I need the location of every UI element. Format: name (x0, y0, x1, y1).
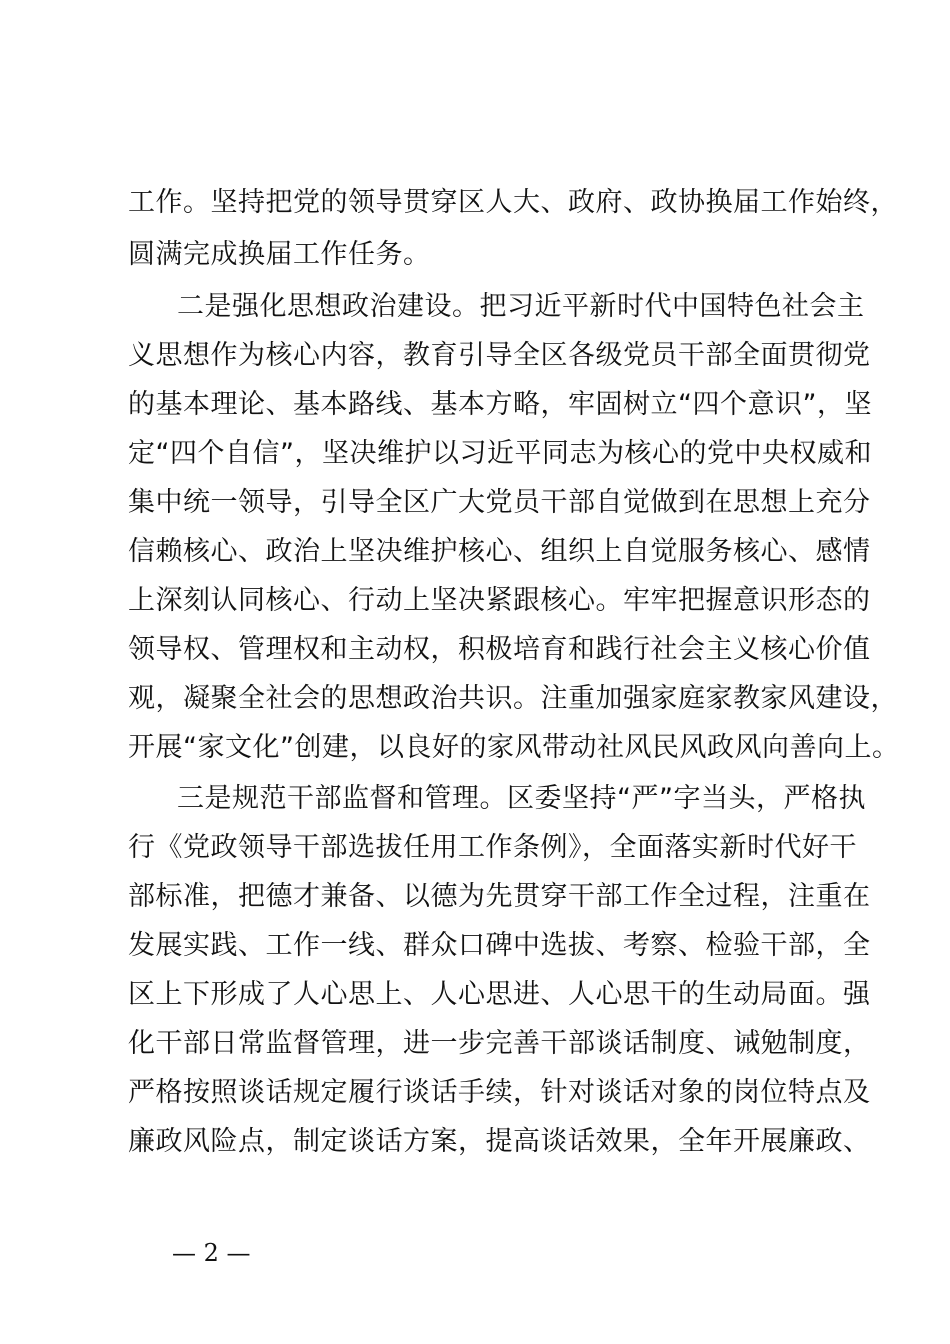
paragraph-line: 圆满完成换届工作任务。 (128, 239, 431, 270)
paragraph-line: 严格按照谈话规定履行谈话手续，针对谈话对象的岗位特点及 (128, 1077, 871, 1108)
paragraph-line: 化干部日常监督管理，进一步完善干部谈话制度、诫勉制度， (128, 1028, 871, 1059)
paragraph-line: 三是规范干部监督和管理。区委坚持“严”字当头，严格执 (177, 783, 866, 814)
paragraph-line: 行《党政领导干部选拔任用工作条例》，全面落实新时代好干 (128, 832, 857, 863)
paragraph-line: 廉政风险点，制定谈话方案，提高谈话效果，全年开展廉政、 (128, 1126, 871, 1157)
paragraph-line: 二是强化思想政治建设。把习近平新时代中国特色社会主 (177, 291, 865, 322)
paragraph-line: 义思想作为核心内容，教育引导全区各级党员干部全面贯彻党 (128, 340, 871, 371)
paragraph-line: 领导权、管理权和主动权，积极培育和践行社会主义核心价值 (128, 634, 871, 665)
paragraph-line: 部标准，把德才兼备、以德为先贯穿干部工作全过程，注重在 (128, 881, 871, 912)
paragraph-line: 定“四个自信”，坚决维护以习近平同志为核心的党中央权威和 (128, 438, 872, 469)
paragraph-line: 观，凝聚全社会的思想政治共识。注重加强家庭家教家风建设， (128, 683, 898, 714)
paragraph-line: 区上下形成了人心思上、人心思进、人心思干的生动局面。强 (128, 979, 871, 1010)
paragraph-line: 上深刻认同核心、行动上坚决紧跟核心。牢牢把握意识形态的 (128, 585, 871, 616)
paragraph-line: 发展实践、工作一线、群众口碑中选拔、考察、检验干部，全 (128, 930, 871, 961)
paragraph-line: 工作。坚持把党的领导贯穿区人大、政府、政协换届工作始终， (128, 187, 898, 218)
paragraph-line: 信赖核心、政治上坚决维护核心、组织上自觉服务核心、感情 (128, 536, 871, 567)
paragraph-line: 开展“家文化”创建，以良好的家风带动社风民风政风向善向上。 (128, 732, 900, 763)
paragraph-line: 的基本理论、基本路线、基本方略，牢固树立“四个意识”，坚 (128, 389, 872, 420)
paragraph-line: 集中统一领导，引导全区广大党员干部自觉做到在思想上充分 (128, 487, 871, 518)
page-number: — 2 — (172, 1239, 251, 1267)
